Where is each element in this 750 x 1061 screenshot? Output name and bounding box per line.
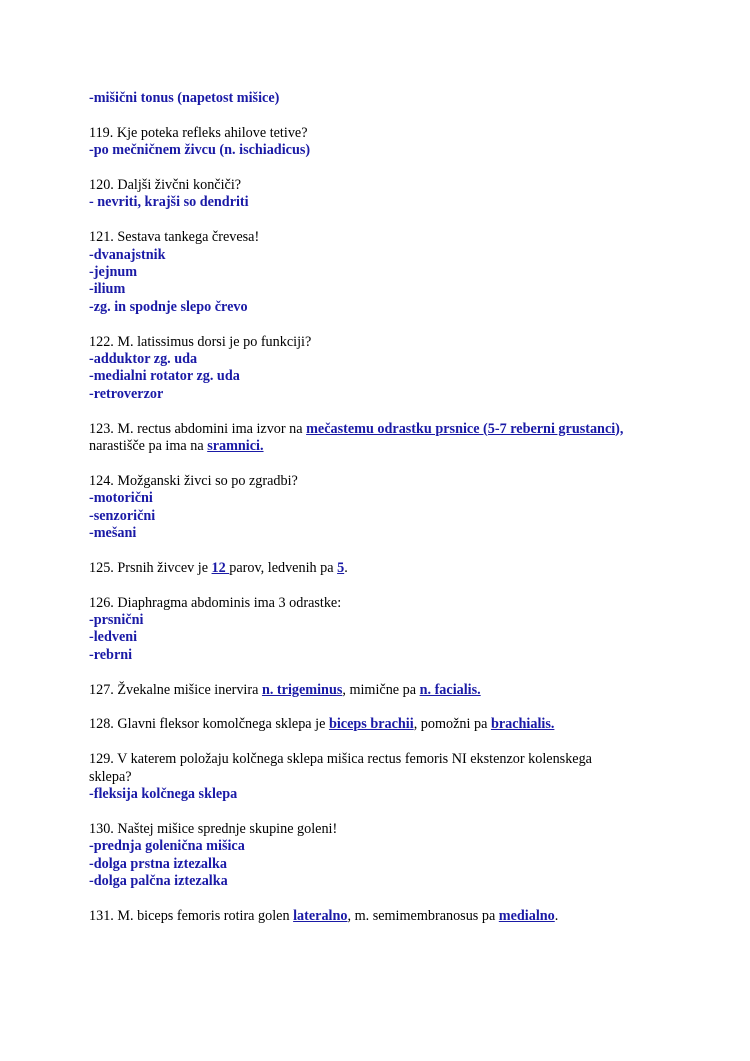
question-123-line1 <box>89 421 689 438</box>
qa-125 <box>89 560 689 577</box>
question-122: 122. M. latissimus dorsi je po funkciji? <box>89 333 312 350</box>
text-127-part1: 127. Žvekalne mišice inervira <box>89 681 262 698</box>
link-125-thoracic-count[interactable]: 12 <box>211 559 230 576</box>
answer-122-item: -adduktor zg. uda <box>89 351 198 368</box>
text-131-part2: , m. semimembranosus pa <box>347 907 499 924</box>
answer-130-item: -dolga prstna iztezalka <box>89 855 227 872</box>
question-126: 126. Diaphragma abdominis ima 3 odrastke: <box>89 594 342 611</box>
answer-130-item: -dolga palčna iztezalka <box>89 873 228 890</box>
answer-126-item: -prsnični <box>89 612 144 629</box>
answer-121-item: -dvanajstnik <box>89 246 166 263</box>
answer-121-item: -jejnum <box>89 264 138 281</box>
answer-122-item: -medialni rotator zg. uda <box>89 368 240 385</box>
qa-128 <box>89 716 689 733</box>
text-123-part2: narastišče pa ima na <box>89 438 208 455</box>
question-119: 119. Kje poteka refleks ahilove tetive? <box>89 124 308 141</box>
answer-124-item: -mešani <box>89 525 137 542</box>
link-128-brachialis[interactable]: brachialis. <box>490 716 555 733</box>
answer-121-item: -ilium <box>89 281 126 298</box>
question-120: 120. Daljši živčni končiči? <box>89 177 242 193</box>
answer-129: -fleksija kolčnega sklepa <box>89 786 238 803</box>
link-127-facialis[interactable]: n. facialis. <box>419 681 481 698</box>
answer-120: - nevriti, krajši so dendriti <box>89 194 249 211</box>
qa-118 <box>89 90 689 107</box>
qa-123 <box>89 421 689 456</box>
answer-121-item: -zg. in spodnje slepo črevo <box>89 298 248 315</box>
link-127-trigeminus[interactable]: n. trigeminus <box>261 681 343 698</box>
link-125-lumbar-count[interactable]: 5 <box>337 559 345 576</box>
qa-129 <box>89 751 689 803</box>
link-128-biceps-brachii[interactable]: biceps brachii <box>328 716 414 733</box>
question-124: 124. Možganski živci so po zgradbi? <box>89 472 298 489</box>
question-125 <box>89 560 689 577</box>
text-123-part1: 123. M. rectus abdomini ima izvor na <box>89 420 307 437</box>
qa-119 <box>89 125 689 160</box>
qa-120 <box>89 177 689 212</box>
text-127-part2: , mimične pa <box>342 681 420 698</box>
link-131-lateralno[interactable]: lateralno <box>293 907 348 924</box>
qa-127 <box>89 682 689 699</box>
answer-122-item: -retroverzor <box>89 385 164 402</box>
link-123-insertion[interactable]: sramnici. <box>207 438 264 455</box>
question-128 <box>89 716 689 733</box>
qa-130 <box>89 821 689 891</box>
text-125-part1: 125. Prsnih živcev je <box>89 559 212 576</box>
question-129: 129. V katerem položaju kolčnega sklepa mišica rectus femoris NI ekstenzor kolenskega sklepa? <box>89 751 592 785</box>
question-127 <box>89 682 689 699</box>
question-131 <box>89 908 689 925</box>
qa-122 <box>89 334 689 404</box>
text-128-part2: , pomožni pa <box>413 716 491 733</box>
qa-124 <box>89 473 689 543</box>
qa-121 <box>89 229 689 316</box>
text-131-part1: 131. M. biceps femoris rotira golen <box>89 907 294 924</box>
question-130: 130. Naštej mišice sprednje skupine goleni! <box>89 820 338 837</box>
qa-list <box>89 90 689 943</box>
answer-130-item: -prednja golenična mišica <box>89 838 245 855</box>
link-123-origin[interactable]: mečastemu odrastku prsnice (5-7 reberni grustanci), <box>306 420 624 437</box>
answer-119: -po mečničnem živcu (n. ischiadicus) <box>89 142 311 159</box>
question-121: 121. Sestava tankega črevesa! <box>89 229 260 246</box>
answer-124-item: -senzorični <box>89 507 156 524</box>
text-125-part3: . <box>344 559 348 576</box>
qa-131 <box>89 908 689 925</box>
link-131-medialno[interactable]: medialno <box>498 907 555 924</box>
qa-126 <box>89 595 689 665</box>
text-125-part2: parov, ledvenih pa <box>229 559 338 576</box>
text-131-part3: . <box>554 907 559 924</box>
answer-124-item: -motorični <box>89 490 153 507</box>
answer-126-item: -rebrni <box>89 646 133 663</box>
answer-126-item: -ledveni <box>89 629 138 646</box>
text-128-part1: 128. Glavni fleksor komolčnega sklepa je <box>89 716 329 733</box>
answer-118: -mišični tonus (napetost mišice) <box>89 90 280 106</box>
question-123-line2 <box>89 438 689 455</box>
